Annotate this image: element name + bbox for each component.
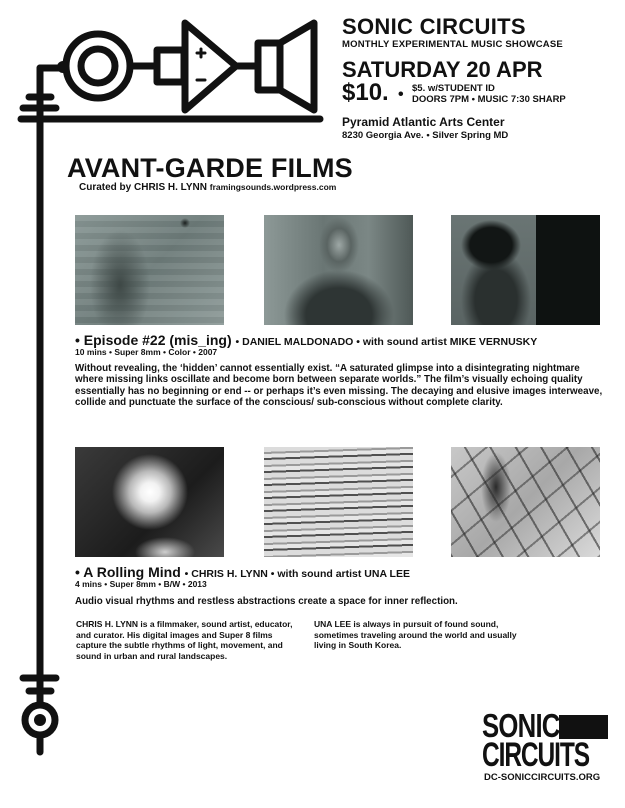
event-date: SATURDAY 20 APR	[342, 57, 543, 82]
film-1-description: Without revealing, the ‘hidden’ cannot essentially exist. “A saturated glimpse into a disintegrating nightmare where missing links oscillate and become born between separate worlds.” The film’s visually echoing quality essentially has no beginning or end -- or perhaps it’s even missing. The decaying and elusive images interweave, collide and punctuate the surface of the conscious/ sub-conscious without complete clarity.	[75, 363, 603, 409]
logo-circuits: CIRCUITS	[482, 736, 589, 774]
curator-name: Curated by CHRIS H. LYNN	[79, 182, 207, 193]
ticket-price: $10.	[342, 79, 389, 106]
film-2-title: A Rolling Mind	[83, 564, 181, 580]
curator-url: framingsounds.wordpress.com	[209, 182, 337, 192]
film-still-man-with-camera	[451, 215, 600, 325]
bullet-separator: •	[398, 86, 404, 103]
film-2-description: Audio visual rhythms and restless abstractions create a space for inner reflection.	[75, 596, 458, 607]
logo-sonic: SONIC	[482, 707, 560, 744]
venue-address: 8230 Georgia Ave. • Silver Spring MD	[342, 130, 509, 141]
film-still-man-portrait	[264, 215, 413, 325]
website-url[interactable]: DC-SONICCIRCUITS.ORG	[484, 772, 601, 783]
event-title: SONIC CIRCUITS	[342, 14, 526, 39]
film-still-blurred-figure	[75, 215, 224, 325]
film-still-cracked-texture	[451, 447, 600, 557]
curated-by	[79, 182, 336, 193]
film-still-sunburst	[75, 447, 224, 557]
bio-una-lee: UNA LEE is always in pursuit of found sound, sometimes traveling around the world and usually living in South Korea.	[314, 619, 517, 650]
film-still-water-ripples	[264, 447, 413, 557]
section-title: AVANT-GARDE FILMS	[67, 153, 353, 183]
film-1-title: Episode #22 (mis_ing)	[83, 332, 232, 348]
film-1-credits: • DANIEL MALDONADO • with sound artist MIKE VERNUSKY	[235, 336, 538, 348]
film-1-meta: 10 mins • Super 8mm • Color • 2007	[75, 347, 218, 357]
film-2-meta: 4 mins • Super 8mm • B/W • 2013	[75, 579, 207, 589]
film-2-bullet: •	[75, 564, 80, 580]
film-1-bullet: •	[75, 332, 80, 348]
event-subtitle: MONTHLY EXPERIMENTAL MUSIC SHOWCASE	[342, 39, 563, 50]
student-price: $5. w/STUDENT ID	[412, 83, 495, 94]
event-times: DOORS 7PM • MUSIC 7:30 SHARP	[412, 94, 566, 105]
venue-name: Pyramid Atlantic Arts Center	[342, 115, 505, 129]
bio-chris-lynn: CHRIS H. LYNN is a filmmaker, sound artist, educator, and curator. His digital images and Super 8 films capture the subtle rhythms of light, movement, and sound in urban and rural landscapes.	[76, 619, 293, 661]
film-2-credits: • CHRIS H. LYNN • with sound artist UNA LEE	[184, 568, 410, 580]
